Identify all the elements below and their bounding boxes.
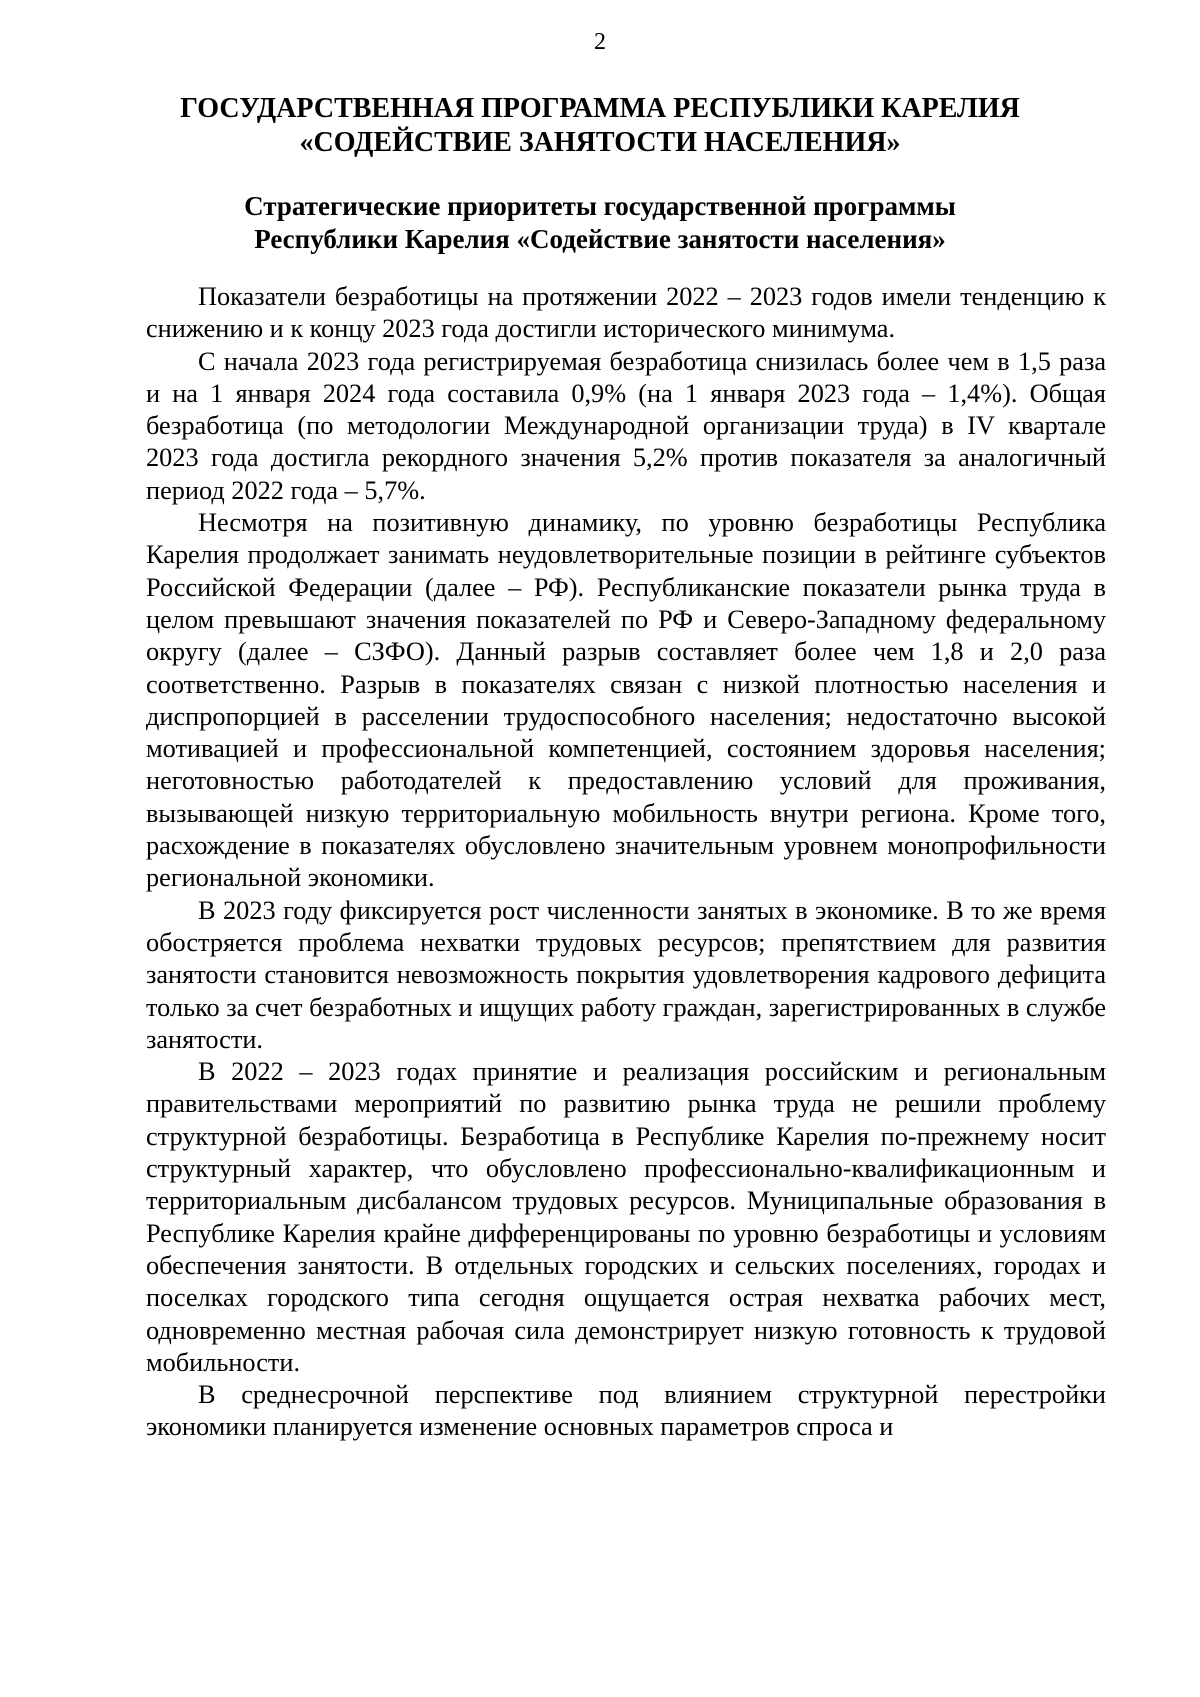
paragraph-6: В среднесрочной перспективе под влиянием структурной перестройки экономики планируется изменение основных параметров спроса и bbox=[146, 1380, 1106, 1442]
section-heading-line-1: Стратегические приоритеты государственной программы bbox=[244, 191, 956, 221]
document-title-line-1: ГОСУДАРСТВЕННАЯ ПРОГРАММА РЕСПУБЛИКИ КАРЕЛИЯ bbox=[180, 93, 1020, 124]
section-heading-line-2: Республики Карелия «Содействие занятости населения» bbox=[254, 224, 946, 254]
paragraph-3: Несмотря на позитивную динамику, по уровню безработицы Республика Карелия продолжает занимать неудовлетворительные позиции в рейтинге субъектов Российской Федерации (далее – РФ). Республиканские показатели рынка труда в целом превышают значения показателей по РФ и Северо-Западному федеральному округу (далее – СЗФО). Данный разрыв составляет более чем 1,8 и 2,0 раза соответственно. Разрыв в показателях связан с низкой плотностью населения и диспропорцией в расселении трудоспособного населения; недостаточно высокой мотивацией и профессиональной компетенцией, состоянием здоровья населения; неготовностью работодателей к предоставлению условий для проживания, вызывающей низкую территориальную мобильность внутри региона. Кроме того, расхождение в показателях обусловлено значительным уровнем монопрофильности региональной экономики. bbox=[146, 508, 1106, 893]
document-title bbox=[120, 92, 1080, 160]
section-heading bbox=[120, 190, 1080, 256]
document-title-line-2: «СОДЕЙСТВИЕ ЗАНЯТОСТИ НАСЕЛЕНИЯ» bbox=[299, 127, 901, 158]
paragraph-1: Показатели безработицы на протяжении 2022 – 2023 годов имели тенденцию к снижению и к концу 2023 года достигли исторического минимума. bbox=[146, 282, 1106, 344]
paragraph-2: С начала 2023 года регистрируемая безработица снизилась более чем в 1,5 раза и на 1 января 2024 года составила 0,9% (на 1 января 2023 года – 1,4%). Общая безработица (по методологии Международной организации труда) в IV квартале 2023 года достигла рекордного значения 5,2% против показателя за аналогичный период 2022 года – 5,7%. bbox=[146, 346, 1106, 505]
page-number: 2 bbox=[594, 29, 606, 55]
paragraph-4: В 2023 году фиксируется рост численности занятых в экономике. В то же время обостряется проблема нехватки трудовых ресурсов; препятствием для развития занятости становится невозможность покрытия удовлетворения кадрового дефицита только за счет безработных и ищущих работу граждан, зарегистрированных в службе занятости. bbox=[146, 895, 1106, 1054]
body-text bbox=[146, 281, 1106, 1444]
paragraph-5: В 2022 – 2023 годах принятие и реализация российским и региональным правительствами мероприятий по развитию рынка труда не решили проблему структурной безработицы. Безработица в Республике Карелия по-прежнему носит структурный характер, что обусловлено профессионально-квалификационным и территориальным дисбалансом трудовых ресурсов. Муниципальные образования в Республике Карелия крайне дифференцированы по уровню безработицы и условиям обеспечения занятости. В отдельных городских и сельских поселениях, городах и поселках городского типа сегодня ощущается острая нехватка рабочих мест, одновременно местная рабочая сила демонстрирует низкую готовность к трудовой мобильности. bbox=[146, 1057, 1106, 1377]
